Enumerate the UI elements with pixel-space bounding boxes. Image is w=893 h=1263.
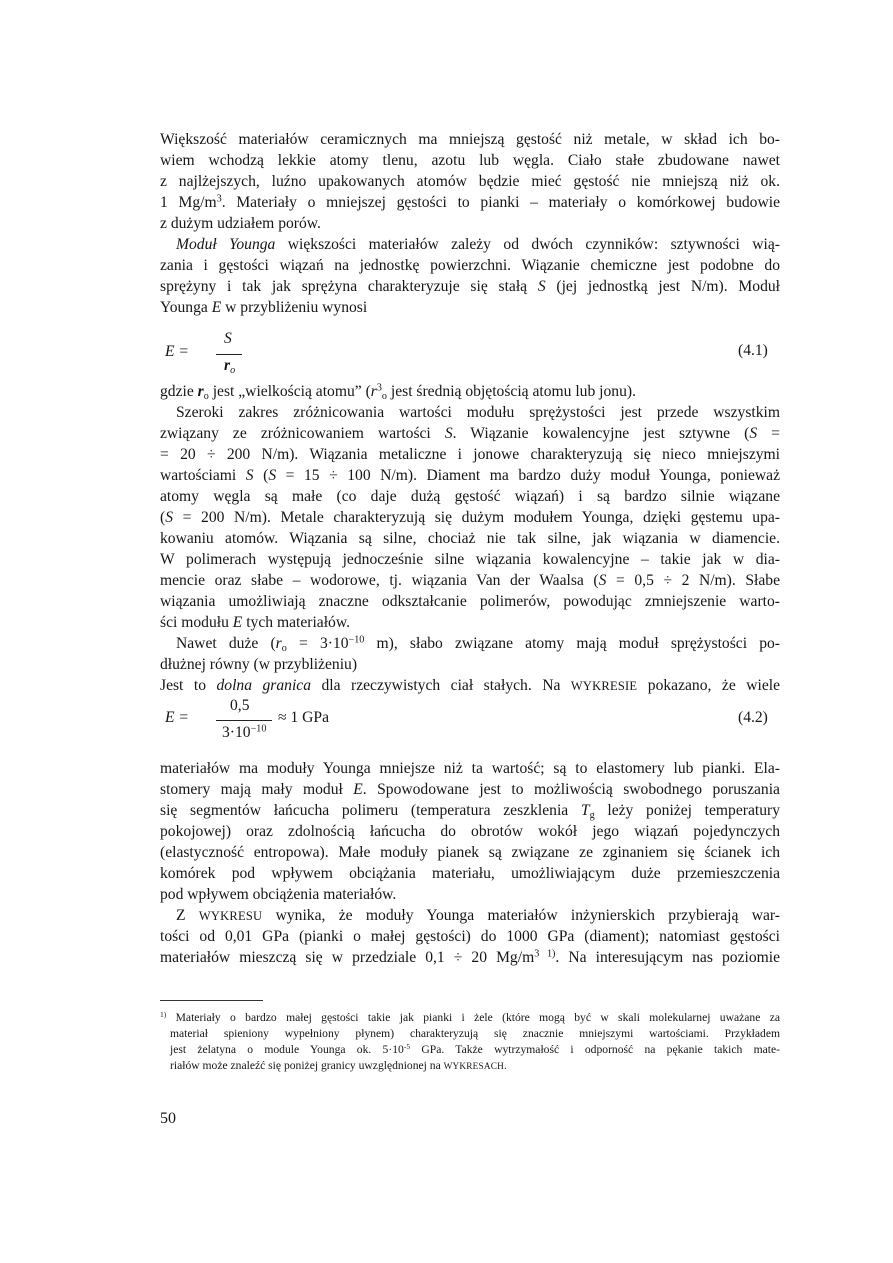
- text-line: zania i gęstości wiązań na jednostkę powierzchni. Wiązanie chemiczne jest podobne do: [160, 257, 780, 274]
- equation-4-2-lhs: E =: [165, 709, 189, 726]
- footnote-line: riałów może znaleźć się poniżej granicy uwzględnionej na WYKRESACH.: [170, 1059, 507, 1072]
- text-line: z najlżejszych, luźno upakowanych atomów będzie mieć gęstość nie mniejszą niż ok.: [160, 173, 780, 190]
- text-line: się segmentów łańcucha polimeru (temperatura zeszklenia $T_g$ leży poniżej temperatury: [160, 802, 780, 822]
- text-line: pod wpływem obciążenia materiałów.: [160, 886, 397, 903]
- page-number: 50: [160, 1110, 176, 1127]
- text-line: wartościami S (S = 15 ÷ 100 N/m). Diament ma bardzo duży moduł Younga, ponieważ: [160, 467, 781, 484]
- text-line: Większość materiałów ceramicznych ma mniejszą gęstość niż metale, w skład ich bo-: [160, 131, 780, 148]
- text-line: gdzie $r_o$ jest „wielkością atomu” ($r^3_o$ jest średnią objętością atomu lub jonu).: [160, 382, 636, 403]
- text-line: materiałów mieszczą się w przedziale 0,1 ÷ 20 $Mg/m^{3 1)}$. Na interesującym nas poziomie: [160, 948, 781, 966]
- text-line: (S = 200 N/m). Metale charakteryzują się dużym modułem Younga, dzięki gęstemu upa-: [160, 509, 780, 526]
- text-line: z dużym udziałem porów.: [160, 215, 321, 232]
- equation-4-2-numerator: 0,5: [230, 697, 250, 714]
- text-line: komórek pod wpływem obciążania materiału, umożliwiającym duże przemieszczenia: [160, 865, 780, 882]
- equation-4-1-lhs: E =: [165, 343, 189, 360]
- text-line: W polimerach występują jednocześnie silne wiązania kowalencyjne – takie jak w dia-: [160, 551, 780, 568]
- equation-4-1-denominator: $r_o$: [224, 357, 236, 377]
- text-line: Jest to dolna granica dla rzeczywistych ciał stałych. Na WYKRESIE pokazano, że wiele: [160, 677, 780, 694]
- equation-4-1-numerator: S: [224, 330, 232, 347]
- text-line: Younga E w przybliżeniu wynosi: [160, 299, 368, 316]
- text-line: materiałów ma moduły Younga mniejsze niż ta wartość; są to elastomery lub pianki. Ela-: [160, 760, 780, 777]
- text-line: stomery mają mały moduł E. Spowodowane jest to możliwością swobodnego poruszania: [160, 781, 780, 798]
- text-line: mencie oraz słabe – wodorowe, tj. wiązania Van der Waalsa (S = 0,5 ÷ 2 N/m). Słabe: [160, 572, 781, 589]
- text-line: sprężyny i tak jak sprężyna charakteryzuje się stałą S (jej jednostką jest N/m). Moduł: [160, 278, 780, 295]
- text-line: wiązania umożliwiają znaczne odkształcanie polimerów, powodując zmniejszenie warto-: [160, 593, 780, 610]
- equation-4-2-denominator: $3\cdot 10^{-10}$: [222, 723, 267, 741]
- equation-4-1-number: (4.1): [738, 342, 768, 359]
- text-line: tości od 0,01 GPa (pianki o małej gęstości) do 1000 GPa (diament); natomiast gęstości: [160, 928, 780, 945]
- text-line: dłużnej równy (w przybliżeniu): [160, 656, 358, 673]
- text-line: atomy węgla są małe (co daje dużą gęstość wiązań) i są bardzo silnie wiązane: [160, 488, 780, 505]
- text-line: Z WYKRESU wynika, że moduły Younga materiałów inżynierskich przybierają war-: [176, 907, 780, 924]
- fraction-bar: [216, 354, 242, 355]
- text-line: kowaniu atomów. Wiązania są silne, chociaż nie tak silne, jak wiązania w diamencie.: [160, 530, 780, 547]
- footnote-line: jest żelatyna o module Younga ok. $5\cdot 10^{-5}$ GPa. Także wytrzymałość i odporność na pękanie takich mate-: [170, 1041, 781, 1056]
- equation-4-2-number: (4.2): [738, 709, 768, 726]
- text-line: (elastyczność entropowa). Małe moduły pianek są związane ze zginaniem się ścianek ich: [160, 844, 780, 861]
- text-line: Nawet duże ($r_o = 3\cdot 10^{-10}$ m), słabo związane atomy mają moduł sprężystości po-: [176, 634, 780, 655]
- fraction-bar: [216, 720, 272, 721]
- text-line: = 20 ÷ 200 N/m). Wiązania metaliczne i jonowe charakteryzują się nieco mniejszymi: [160, 446, 780, 463]
- text-line: Moduł Younga większości materiałów zależy od dwóch czynników: sztywności wią-: [176, 236, 780, 253]
- footnote-separator: [160, 1000, 263, 1001]
- equation-4-2-rhs: ≈ 1 GPa: [278, 709, 330, 726]
- text-line: Szeroki zakres zróżnicowania wartości modułu sprężystości jest przede wszystkim: [176, 404, 780, 421]
- footnote-line: $^{1)}$ Materiały o bardzo małej gęstości takie jak pianki i żele (które mogą być w skali molekularnej uważane za: [160, 1009, 780, 1024]
- text-line: ści modułu E tych materiałów.: [160, 614, 350, 631]
- footnote-line: materiał spieniony wypełniony płynem) charakteryzują się znacznie mniejszymi wartościami. Przykładem: [170, 1027, 780, 1040]
- text-line: pokojowej) oraz zdolnością łańcucha do obrotów wokół jego wiązań pojedynczych: [160, 823, 780, 840]
- text-line: związany ze zróżnicowaniem wartości S. Wiązanie kowalencyjne jest sztywne (S =: [160, 425, 780, 442]
- text-line: 1 $Mg/m^3$. Materiały o mniejszej gęstości to pianki – materiały o komórkowej budowie: [160, 193, 780, 211]
- text-line: wiem wchodzą lekkie atomy tlenu, azotu lub węgla. Ciało stałe zbudowane nawet: [160, 152, 780, 169]
